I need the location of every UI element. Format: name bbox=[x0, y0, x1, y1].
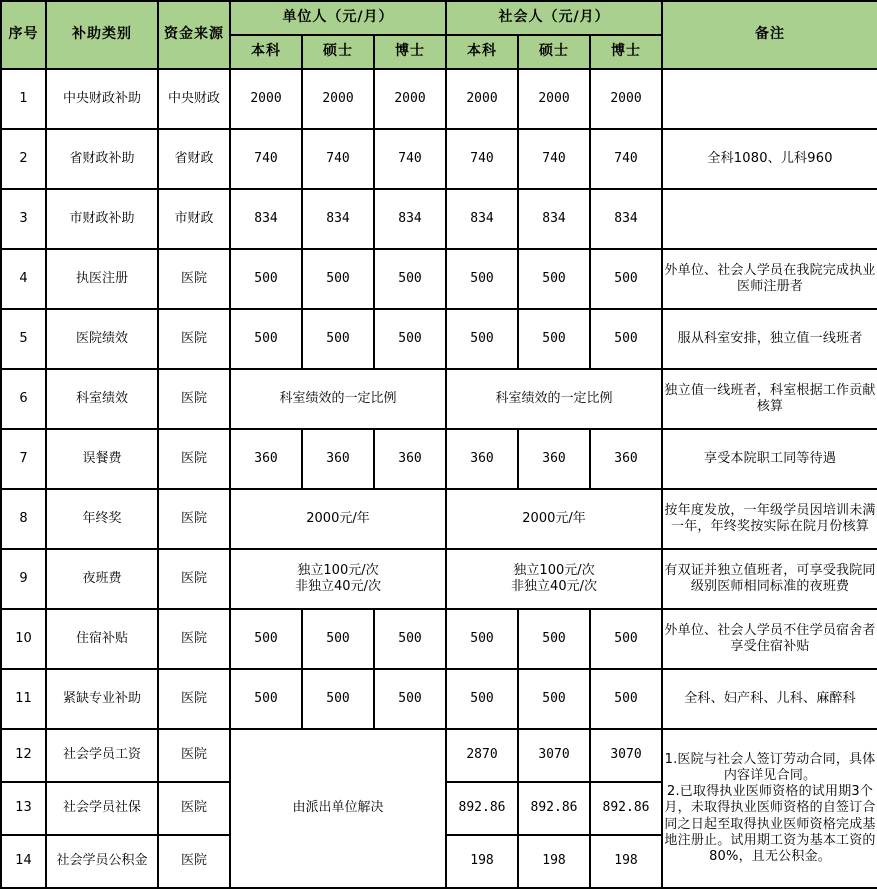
cell-unit-merged bbox=[230, 549, 446, 609]
note-part-1: 1.医院与社会人签订劳动合同，具体内容详见合同。 bbox=[664, 751, 876, 783]
cell-seq: 2 bbox=[1, 129, 46, 189]
cell-note bbox=[662, 69, 877, 129]
cell-unit-master: 500 bbox=[302, 309, 374, 369]
cell-social-doctor: 500 bbox=[590, 669, 662, 729]
header-unit-master: 硕士 bbox=[302, 35, 374, 69]
cell-unit-master: 360 bbox=[302, 429, 374, 489]
table-row bbox=[1, 669, 877, 729]
cell-social-master: 198 bbox=[518, 835, 590, 888]
cell-category: 误餐费 bbox=[46, 429, 158, 489]
night-shift-independent: 独立100元/次 bbox=[513, 562, 595, 578]
cell-unit-merged-dispatch: 由派出单位解决 bbox=[230, 729, 446, 888]
cell-social-master: 3070 bbox=[518, 729, 590, 782]
header-row-1 bbox=[1, 1, 877, 35]
cell-social-master: 834 bbox=[518, 189, 590, 249]
cell-unit-doctor: 360 bbox=[374, 429, 446, 489]
cell-category: 紧缺专业补助 bbox=[46, 669, 158, 729]
table-row bbox=[1, 549, 877, 609]
cell-source: 医院 bbox=[158, 782, 230, 835]
cell-social-merged: 科室绩效的一定比例 bbox=[446, 369, 662, 429]
cell-unit-doctor: 500 bbox=[374, 609, 446, 669]
cell-note: 服从科室安排，独立值一线班者 bbox=[662, 309, 877, 369]
cell-source: 省财政 bbox=[158, 129, 230, 189]
cell-category: 执医注册 bbox=[46, 249, 158, 309]
table-row bbox=[1, 129, 877, 189]
cell-unit-merged: 科室绩效的一定比例 bbox=[230, 369, 446, 429]
cell-source: 医院 bbox=[158, 429, 230, 489]
cell-note: 全科1080、儿科960 bbox=[662, 129, 877, 189]
night-shift-non-independent: 非独立40元/次 bbox=[295, 579, 381, 594]
cell-social-master: 360 bbox=[518, 429, 590, 489]
cell-unit-doctor: 500 bbox=[374, 249, 446, 309]
cell-social-doctor: 500 bbox=[590, 249, 662, 309]
table-row bbox=[1, 369, 877, 429]
table-row bbox=[1, 309, 877, 369]
table-row bbox=[1, 729, 877, 782]
cell-source: 医院 bbox=[158, 249, 230, 309]
cell-unit-master: 500 bbox=[302, 669, 374, 729]
cell-category: 科室绩效 bbox=[46, 369, 158, 429]
cell-social-doctor: 198 bbox=[590, 835, 662, 888]
cell-unit-merged: 2000元/年 bbox=[230, 489, 446, 549]
cell-source: 医院 bbox=[158, 669, 230, 729]
cell-note: 外单位、社会人学员在我院完成执业医师注册者 bbox=[662, 249, 877, 309]
table-row bbox=[1, 609, 877, 669]
cell-seq: 5 bbox=[1, 309, 46, 369]
cell-seq: 7 bbox=[1, 429, 46, 489]
cell-social-bachelor: 500 bbox=[446, 249, 518, 309]
header-category: 补助类别 bbox=[46, 1, 158, 69]
note-part-2: 2.已取得执业医师资格的试用期3个月，未取得执业医师资格的自签订合同之日起至取得执业医师资格完成基地注册止。试用期工资为基本工资的80%，且无公积金。 bbox=[664, 784, 876, 865]
cell-category: 社会学员公积金 bbox=[46, 835, 158, 888]
cell-unit-bachelor: 500 bbox=[230, 669, 302, 729]
cell-social-bachelor: 500 bbox=[446, 609, 518, 669]
table-row bbox=[1, 189, 877, 249]
header-social-bachelor: 本科 bbox=[446, 35, 518, 69]
night-shift-non-independent: 非独立40元/次 bbox=[511, 579, 597, 594]
cell-social-doctor: 3070 bbox=[590, 729, 662, 782]
cell-social-bachelor: 500 bbox=[446, 669, 518, 729]
cell-note bbox=[662, 189, 877, 249]
cell-note-merged bbox=[662, 729, 877, 888]
cell-seq: 11 bbox=[1, 669, 46, 729]
cell-social-bachelor: 2000 bbox=[446, 69, 518, 129]
header-unit-bachelor: 本科 bbox=[230, 35, 302, 69]
cell-category: 市财政补助 bbox=[46, 189, 158, 249]
cell-unit-master: 834 bbox=[302, 189, 374, 249]
cell-seq: 6 bbox=[1, 369, 46, 429]
cell-unit-bachelor: 740 bbox=[230, 129, 302, 189]
cell-social-doctor: 892.86 bbox=[590, 782, 662, 835]
cell-unit-master: 500 bbox=[302, 249, 374, 309]
cell-social-bachelor: 2870 bbox=[446, 729, 518, 782]
cell-seq: 13 bbox=[1, 782, 46, 835]
cell-seq: 8 bbox=[1, 489, 46, 549]
cell-seq: 14 bbox=[1, 835, 46, 888]
cell-source: 医院 bbox=[158, 835, 230, 888]
cell-social-master: 2000 bbox=[518, 69, 590, 129]
cell-category: 省财政补助 bbox=[46, 129, 158, 189]
cell-unit-bachelor: 500 bbox=[230, 609, 302, 669]
cell-social-master: 500 bbox=[518, 309, 590, 369]
cell-source: 医院 bbox=[158, 609, 230, 669]
cell-unit-doctor: 500 bbox=[374, 309, 446, 369]
cell-unit-bachelor: 2000 bbox=[230, 69, 302, 129]
header-social-master: 硕士 bbox=[518, 35, 590, 69]
cell-note: 按年度发放，一年级学员因培训未满一年，年终奖按实际在院月份核算 bbox=[662, 489, 877, 549]
cell-unit-bachelor: 500 bbox=[230, 309, 302, 369]
cell-category: 中央财政补助 bbox=[46, 69, 158, 129]
cell-note: 享受本院职工同等待遇 bbox=[662, 429, 877, 489]
cell-source: 医院 bbox=[158, 369, 230, 429]
cell-source: 中央财政 bbox=[158, 69, 230, 129]
header-unit-group: 单位人（元/月） bbox=[230, 1, 446, 35]
cell-social-doctor: 500 bbox=[590, 309, 662, 369]
cell-source: 医院 bbox=[158, 309, 230, 369]
cell-social-master: 500 bbox=[518, 609, 590, 669]
cell-unit-bachelor: 834 bbox=[230, 189, 302, 249]
table-row bbox=[1, 249, 877, 309]
table-row bbox=[1, 429, 877, 489]
header-source: 资金来源 bbox=[158, 1, 230, 69]
cell-category: 社会学员社保 bbox=[46, 782, 158, 835]
cell-category: 社会学员工资 bbox=[46, 729, 158, 782]
cell-seq: 1 bbox=[1, 69, 46, 129]
cell-seq: 10 bbox=[1, 609, 46, 669]
cell-note: 全科、妇产科、儿科、麻醉科 bbox=[662, 669, 877, 729]
cell-social-master: 892.86 bbox=[518, 782, 590, 835]
cell-social-doctor: 834 bbox=[590, 189, 662, 249]
cell-unit-doctor: 500 bbox=[374, 669, 446, 729]
cell-seq: 9 bbox=[1, 549, 46, 609]
cell-note: 外单位、社会人学员不住学员宿舍者享受住宿补贴 bbox=[662, 609, 877, 669]
cell-social-doctor: 740 bbox=[590, 129, 662, 189]
cell-social-bachelor: 740 bbox=[446, 129, 518, 189]
cell-social-doctor: 500 bbox=[590, 609, 662, 669]
cell-unit-doctor: 834 bbox=[374, 189, 446, 249]
cell-unit-bachelor: 500 bbox=[230, 249, 302, 309]
cell-social-bachelor: 360 bbox=[446, 429, 518, 489]
cell-source: 医院 bbox=[158, 489, 230, 549]
cell-unit-doctor: 2000 bbox=[374, 69, 446, 129]
cell-social-doctor: 2000 bbox=[590, 69, 662, 129]
cell-note: 独立值一线班者，科室根据工作贡献核算 bbox=[662, 369, 877, 429]
header-social-doctor: 博士 bbox=[590, 35, 662, 69]
cell-social-bachelor: 892.86 bbox=[446, 782, 518, 835]
cell-unit-master: 740 bbox=[302, 129, 374, 189]
cell-social-merged bbox=[446, 549, 662, 609]
cell-category: 年终奖 bbox=[46, 489, 158, 549]
header-unit-doctor: 博士 bbox=[374, 35, 446, 69]
table-row bbox=[1, 69, 877, 129]
night-shift-independent: 独立100元/次 bbox=[297, 562, 379, 578]
header-seq: 序号 bbox=[1, 1, 46, 69]
header-remarks: 备注 bbox=[662, 1, 877, 69]
cell-social-master: 740 bbox=[518, 129, 590, 189]
cell-seq: 3 bbox=[1, 189, 46, 249]
cell-category: 住宿补贴 bbox=[46, 609, 158, 669]
cell-social-master: 500 bbox=[518, 249, 590, 309]
cell-unit-master: 500 bbox=[302, 609, 374, 669]
cell-category: 夜班费 bbox=[46, 549, 158, 609]
cell-unit-bachelor: 360 bbox=[230, 429, 302, 489]
table-row bbox=[1, 489, 877, 549]
header-social-group: 社会人（元/月） bbox=[446, 1, 662, 35]
cell-source: 市财政 bbox=[158, 189, 230, 249]
cell-social-bachelor: 500 bbox=[446, 309, 518, 369]
cell-unit-doctor: 740 bbox=[374, 129, 446, 189]
cell-unit-master: 2000 bbox=[302, 69, 374, 129]
cell-social-master: 500 bbox=[518, 669, 590, 729]
cell-social-bachelor: 198 bbox=[446, 835, 518, 888]
cell-source: 医院 bbox=[158, 549, 230, 609]
cell-source: 医院 bbox=[158, 729, 230, 782]
cell-note: 有双证并独立值班者，可享受我院同级别医师相同标准的夜班费 bbox=[662, 549, 877, 609]
cell-social-doctor: 360 bbox=[590, 429, 662, 489]
cell-seq: 4 bbox=[1, 249, 46, 309]
cell-social-merged: 2000元/年 bbox=[446, 489, 662, 549]
cell-seq: 12 bbox=[1, 729, 46, 782]
cell-social-bachelor: 834 bbox=[446, 189, 518, 249]
cell-category: 医院绩效 bbox=[46, 309, 158, 369]
